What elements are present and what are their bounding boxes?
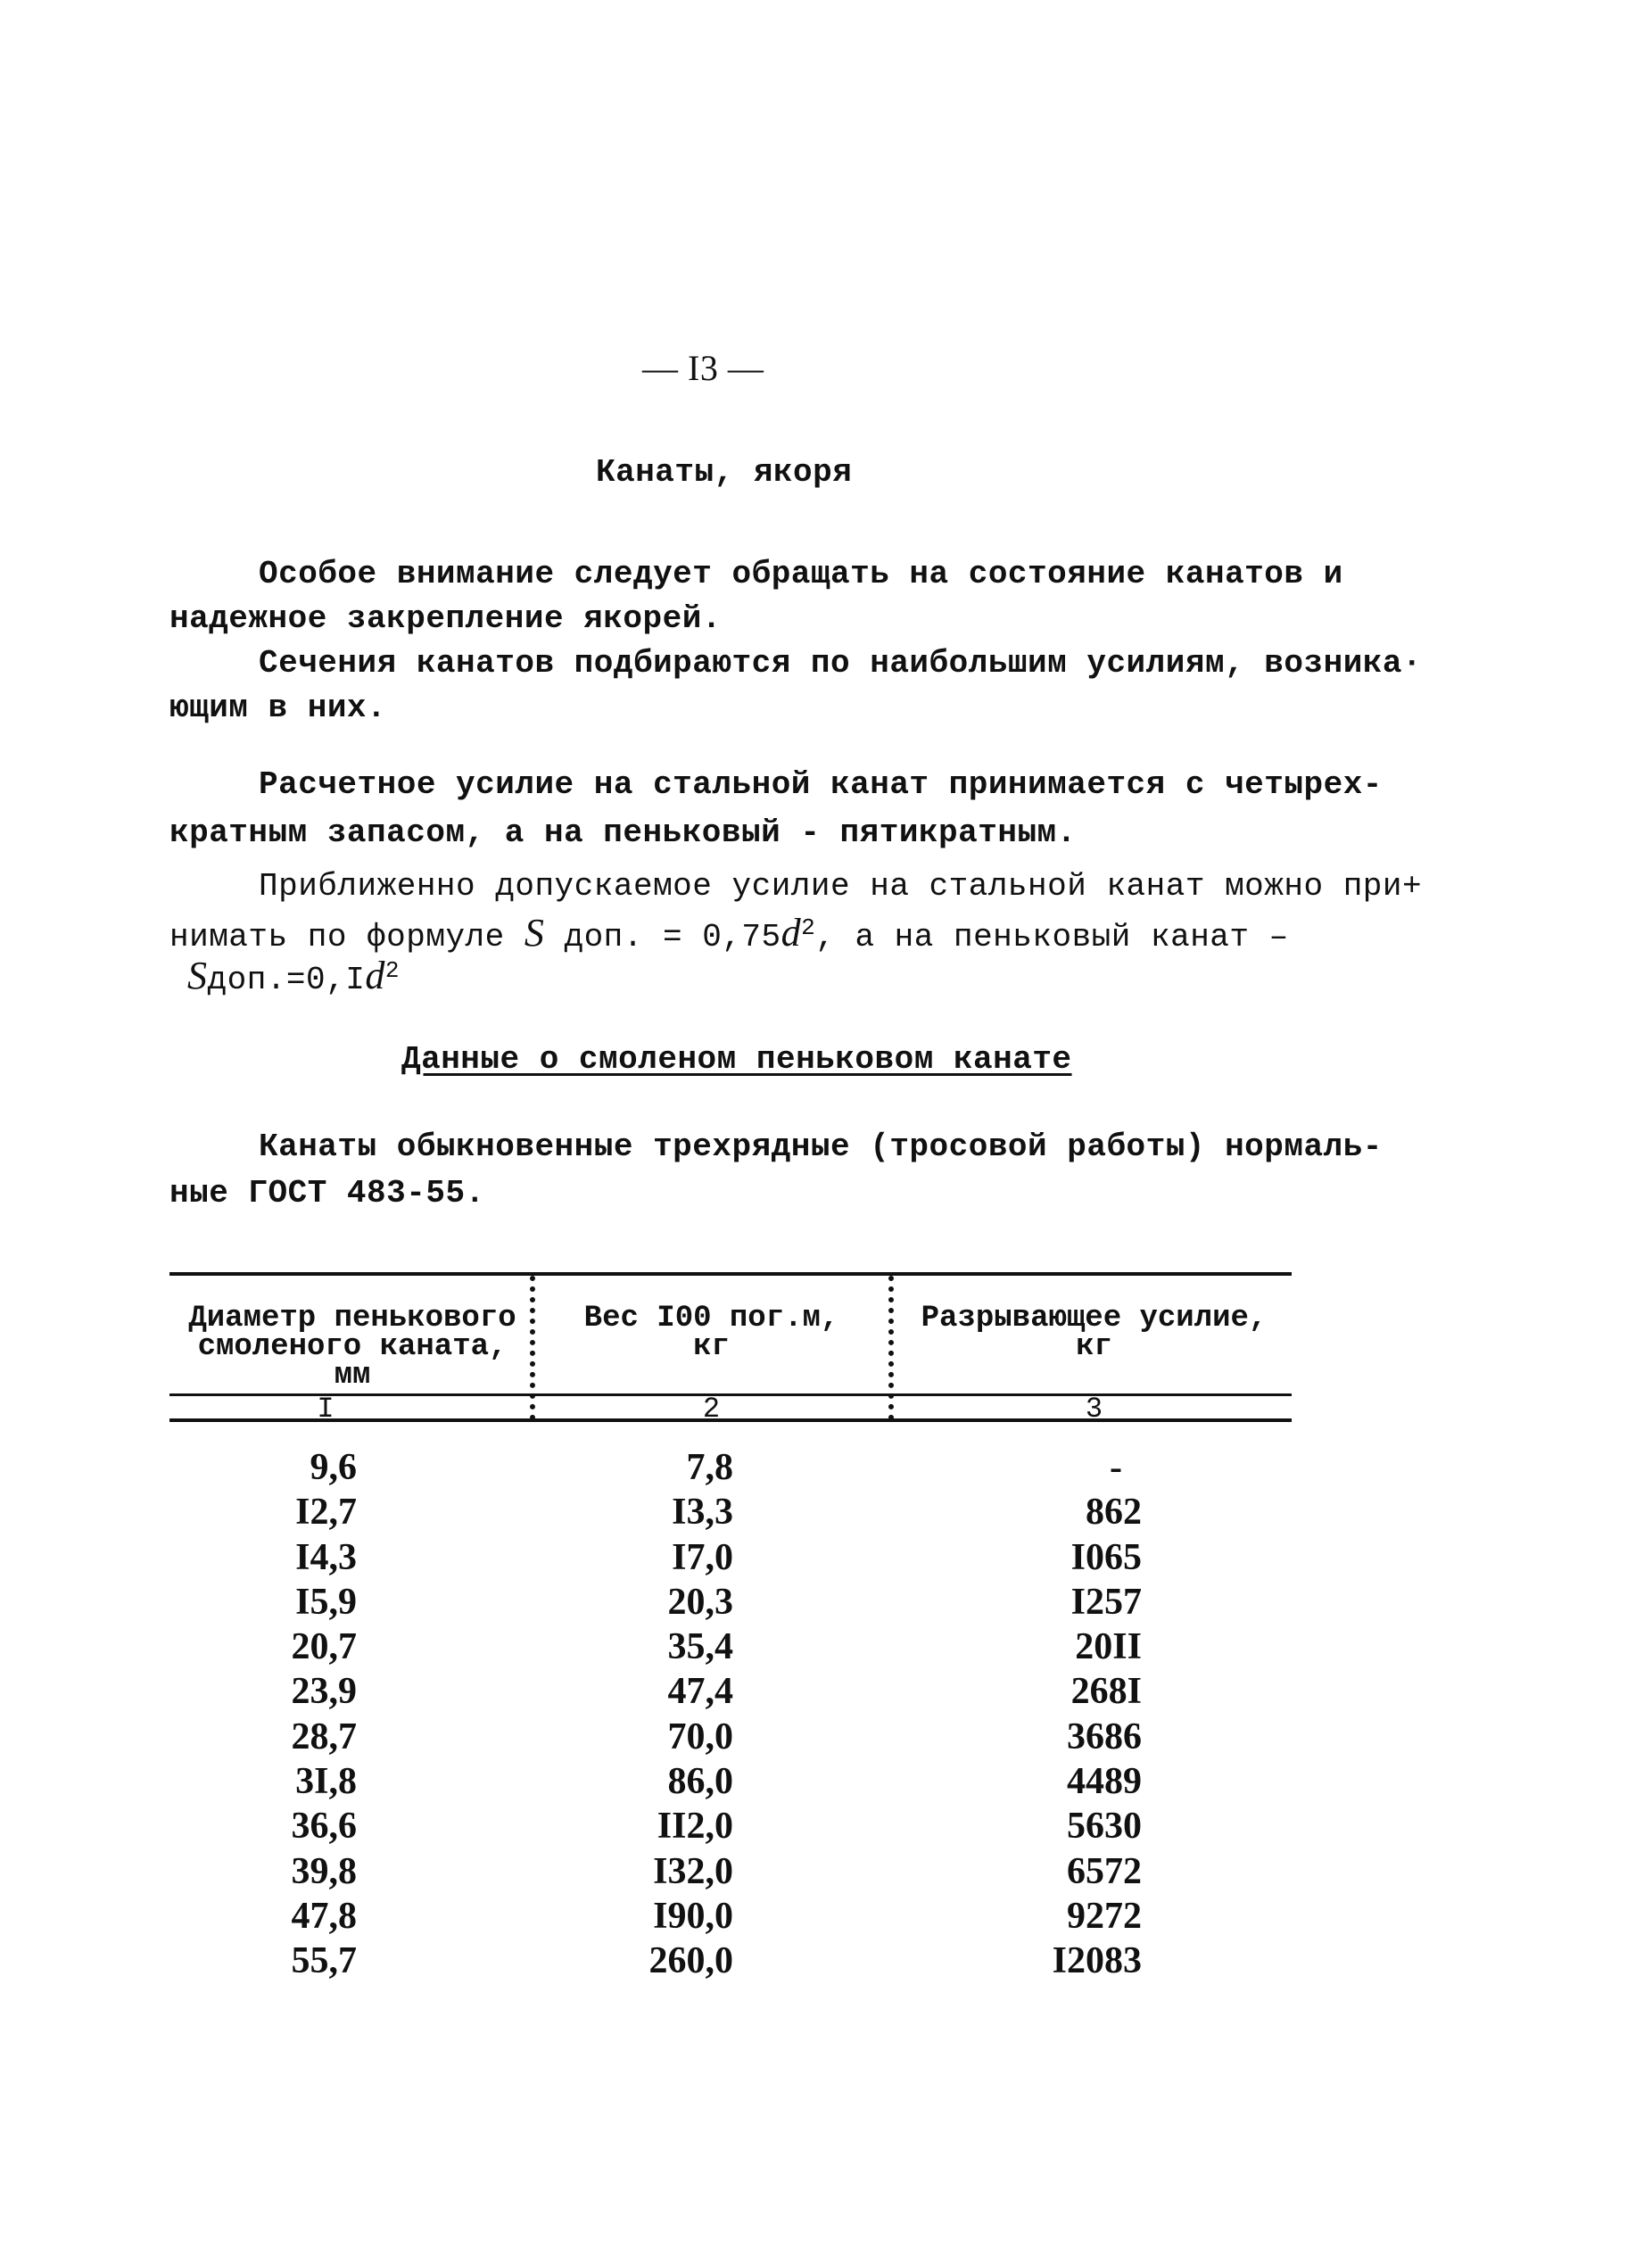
column-header-breaking-force xyxy=(896,1302,1292,1364)
breaking-force-cell: 268I xyxy=(1070,1671,1142,1713)
column-number-1: I xyxy=(317,1393,335,1426)
weight-cell: I7,0 xyxy=(672,1536,733,1578)
header-line: Вес I00 пог.м, xyxy=(583,1302,839,1335)
breaking-force-cell: I2083 xyxy=(1052,1940,1142,1982)
formula-exponent: 2 xyxy=(801,914,816,941)
weight-cell: 35,4 xyxy=(667,1626,733,1668)
paragraph-2-line-2: ющим в них. xyxy=(169,690,387,726)
header-line: Диаметр пенькового xyxy=(188,1302,516,1335)
formula-text-c: , а на пеньковый канат – xyxy=(815,919,1289,955)
paragraph-1-line-1: Особое внимание следует обращать на состояние канатов и xyxy=(259,556,1343,592)
breaking-force-cell: I065 xyxy=(1070,1536,1142,1578)
weight-cell: 260,0 xyxy=(648,1940,733,1982)
paragraph-2-line-1: Сечения канатов подбираются по наибольшим усилиям, возника· xyxy=(259,645,1423,682)
weight-cell: 70,0 xyxy=(667,1716,733,1757)
breaking-force-cell: - xyxy=(1110,1447,1122,1488)
weight-cell: 7,8 xyxy=(686,1447,733,1488)
breaking-force-cell: 4489 xyxy=(1067,1761,1142,1803)
weight-cell: II2,0 xyxy=(657,1806,733,1848)
diameter-cell: 3I,8 xyxy=(295,1761,357,1803)
table-heading: Данные о смоленом пеньковом канате xyxy=(401,1041,1072,1078)
breaking-force-cell: 9272 xyxy=(1067,1895,1142,1937)
breaking-force-cell: 5630 xyxy=(1067,1806,1142,1848)
diameter-cell: I4,3 xyxy=(295,1536,357,1578)
formula-s-symbol-2: S xyxy=(187,954,208,997)
section-title: Канаты, якоря xyxy=(596,454,853,491)
paragraph-3-line-1: Расчетное усилие на стальной канат принимается с четырех- xyxy=(259,766,1383,803)
weight-cell: 20,3 xyxy=(667,1581,733,1623)
paragraph-3-line-2: кратным запасом, а на пеньковый - пятикратным. xyxy=(169,814,1077,851)
breaking-force-cell: 20II xyxy=(1075,1626,1142,1668)
header-line: мм xyxy=(334,1359,371,1393)
formula-paragraph-line-2 xyxy=(169,911,1289,955)
weight-cell: I32,0 xyxy=(653,1850,733,1892)
column-separator xyxy=(530,1276,535,1420)
formula-d-symbol: d xyxy=(781,911,802,955)
formula-s-symbol: S xyxy=(524,911,545,955)
diameter-cell: I2,7 xyxy=(295,1492,357,1534)
column-separator xyxy=(888,1276,894,1420)
formula-paragraph-line-3 xyxy=(187,956,400,996)
header-line: кг xyxy=(1076,1330,1112,1364)
header-line: кг xyxy=(693,1330,730,1364)
column-diameter-values xyxy=(223,1445,357,1984)
column-header-weight xyxy=(540,1302,883,1364)
column-number-2: 2 xyxy=(702,1393,721,1426)
paragraph-1-line-2: надежное закрепление якорей. xyxy=(169,600,722,637)
formula-text-d: доп.=0,I xyxy=(207,962,366,998)
breaking-force-cell: I257 xyxy=(1070,1581,1142,1623)
diameter-cell: 47,8 xyxy=(291,1895,357,1937)
page-number: — I3 — xyxy=(642,348,764,388)
breaking-force-cell: 862 xyxy=(1086,1492,1142,1534)
weight-cell: 86,0 xyxy=(667,1761,733,1803)
breaking-force-cell: 6572 xyxy=(1067,1850,1142,1892)
column-weight-values xyxy=(580,1445,733,1984)
weight-cell: I3,3 xyxy=(672,1492,733,1534)
table-top-rule xyxy=(169,1272,1292,1276)
formula-text-b: доп. = 0,75 xyxy=(544,919,781,955)
column-breaking-force-values xyxy=(981,1445,1142,1984)
breaking-force-cell: 3686 xyxy=(1067,1716,1142,1757)
diameter-cell: 23,9 xyxy=(291,1671,357,1713)
diameter-cell: 39,8 xyxy=(291,1850,357,1892)
column-number-3: 3 xyxy=(1085,1393,1103,1426)
formula-paragraph-line-1: Приближенно допускаемое усилие на стальной канат можно при+ xyxy=(259,868,1423,905)
diameter-cell: 20,7 xyxy=(291,1626,357,1668)
diameter-cell: 36,6 xyxy=(291,1806,357,1848)
diameter-cell: 28,7 xyxy=(291,1716,357,1757)
diameter-cell: 9,6 xyxy=(310,1447,357,1488)
weight-cell: I90,0 xyxy=(653,1895,733,1937)
table-intro-line-1: Канаты обыкновенные трехрядные (тросовой работы) нормаль- xyxy=(259,1129,1383,1165)
formula-text-a: нимать по формуле xyxy=(169,919,525,955)
column-header-diameter xyxy=(178,1302,526,1393)
formula-d-symbol-2: d xyxy=(365,954,385,997)
formula-exponent-2: 2 xyxy=(384,957,400,984)
diameter-cell: I5,9 xyxy=(295,1581,357,1623)
weight-cell: 47,4 xyxy=(667,1671,733,1713)
diameter-cell: 55,7 xyxy=(291,1940,357,1982)
header-line: смоленого каната, xyxy=(197,1330,508,1364)
header-line: Разрывающее усилие, xyxy=(921,1302,1268,1335)
table-intro-line-2: ные ГОСТ 483-55. xyxy=(169,1175,485,1211)
